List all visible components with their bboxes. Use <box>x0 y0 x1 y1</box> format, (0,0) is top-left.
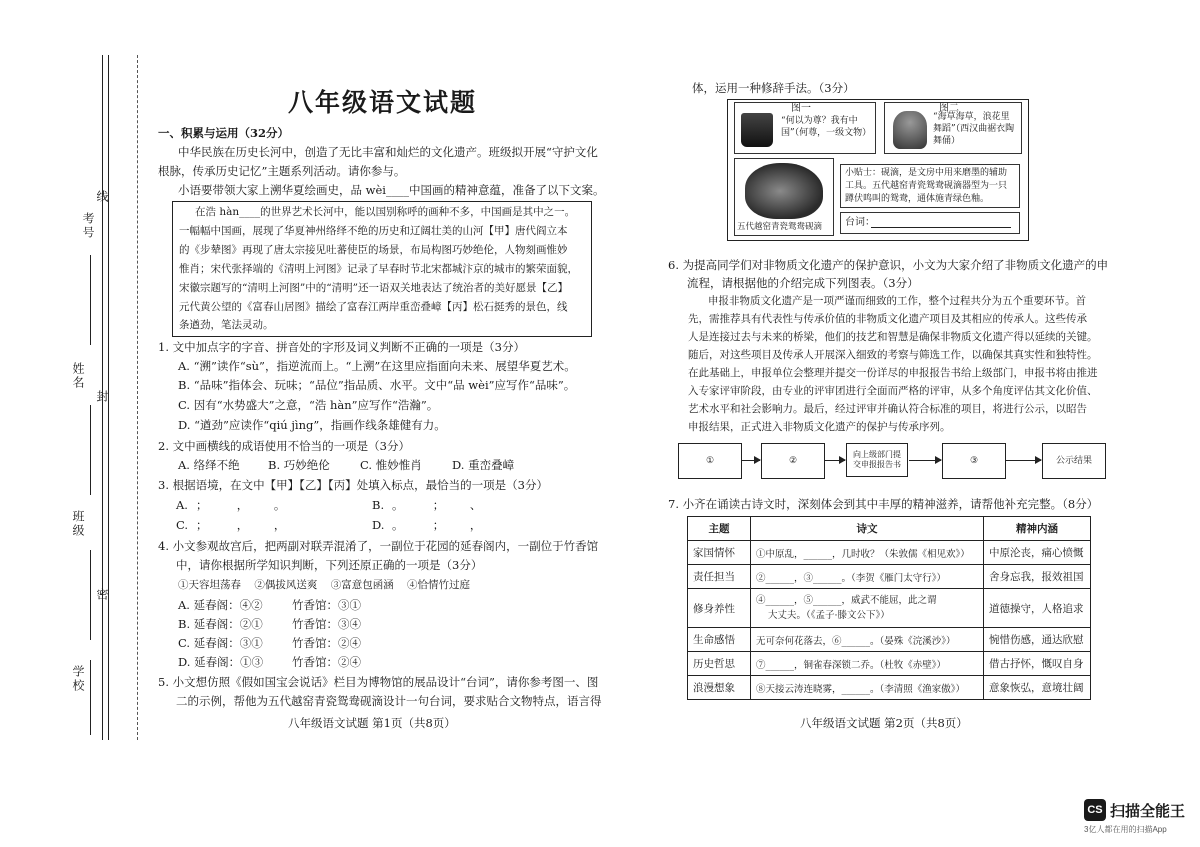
q6-stem-2: 流程，请根据他的介绍完成下列图表。（3分） <box>687 276 919 290</box>
page2-footer: 八年级语文试题 第2页（共8页） <box>800 716 968 730</box>
box-line: 元代黄公望的《富春山居图》描绘了富春江两岸重峦叠嶂【丙】松石挺秀的景色，线 <box>179 301 568 313</box>
q7-stem: 7. 小齐在诵读古诗文时，深刻体会到其中丰厚的精神滋养，请帮他补充完整。（8分） <box>668 497 1099 511</box>
q3-option-key: A. <box>176 498 188 512</box>
table-row <box>688 628 1091 652</box>
margin-xuexiao: 学校 <box>71 665 85 693</box>
q5-stem-1: 5. 小文想仿照《假如国宝会说话》栏目为博物馆的展品设计“台词”，请你参考图一、图 <box>158 675 599 689</box>
box-line: 的《步辇图》再现了唐太宗接见吐蕃使臣的场景，布局构图巧妙绝伦，人物刻画惟妙 <box>179 244 568 256</box>
q6-passage-line: 申报非物质文化遗产是一项严谨而细致的工作，整个过程共分为五个重要环节。首 <box>708 295 1086 307</box>
page-title: 八年级语文试题 <box>288 88 478 117</box>
q5-continued: 体，运用一种修辞手法。（3分） <box>692 81 855 95</box>
row-theme: 生命感悟 <box>688 628 751 652</box>
q5-stem-2: 二的示例，帮他为五代越窑青瓷鸳鸯砚滴设计一句台词，要求贴合文物特点，语言得 <box>176 694 602 708</box>
q6-passage-line: 随后，对这些项目及传承人开展深入细致的考察与筛选工作，以确保其真实性和独特性。 <box>688 349 1098 361</box>
q4-option-d: D. 延春阁：①③ <box>178 655 264 669</box>
q4-stem-2: 中，请你根据所学知识判断，下列还原正确的一项是（3分） <box>176 558 483 572</box>
banji-blank <box>90 550 91 640</box>
xuexiao-blank <box>90 660 91 735</box>
kaohao-blank <box>90 255 91 345</box>
table-row <box>688 652 1091 676</box>
q1-option-c: C. 因有“水势盛大”之意，“浩 hàn”应写作“浩瀚”。 <box>178 398 439 412</box>
q2-option: B. 巧妙绝伦 <box>268 458 330 472</box>
flow-arrow <box>909 460 941 461</box>
flow-step-5: 公示结果 <box>1042 443 1106 479</box>
section-heading: 一、积累与运用（32分） <box>158 126 290 140</box>
q6-passage-line: 申报结果，正式进入非物质文化遗产的保护与传承序列。 <box>688 421 951 433</box>
margin-feng: 封 <box>95 390 109 404</box>
box-line: 宋徽宗题写的“清明上河图”中的“清明”还一语双关地表达了统治者的美好愿景【乙】 <box>179 282 568 294</box>
q4-option-c-val: 竹香馆：②④ <box>292 636 361 650</box>
taici-label: 台词： <box>845 217 875 228</box>
figure-panel <box>727 99 1029 241</box>
q3-option-val: ； ， ， <box>196 518 286 532</box>
q2-option: D. 重峦叠嶂 <box>452 458 515 472</box>
q1-option-a: A. “溯”读作“sù”，指逆流而上。“上溯”在这里应指面向未来、展望华夏艺术。 <box>178 359 576 373</box>
table-header-row <box>688 517 1091 541</box>
he-zun-image <box>741 113 773 147</box>
q4-option-b-val: 竹香馆：③④ <box>292 617 361 631</box>
table-row <box>688 676 1091 700</box>
q1-option-d: D. “遒劲”应读作“qiú jìng”，指画作线条雄健有力。 <box>178 418 446 432</box>
poetry-table <box>687 516 1091 700</box>
page1-footer: 八年级语文试题 第1页（共8页） <box>288 716 456 730</box>
row-theme: 修身养性 <box>688 589 751 628</box>
table-row <box>688 565 1091 589</box>
q4-option-d-val: 竹香馆：②④ <box>292 655 361 669</box>
figure-1 <box>734 102 876 154</box>
scanner-logo-icon: CS <box>1084 799 1106 821</box>
margin-xingming: 姓名 <box>71 362 85 390</box>
row-meaning: 意象恢弘，意境壮阔 <box>984 676 1091 700</box>
box-line: 惟肖；宋代张择端的《清明上河图》记录了早春时节北宋都城汴京的城市的繁荣面貌， <box>179 263 578 275</box>
row-poem[interactable]: 无可奈何花落去，⑥______。（晏殊《浣溪沙》） <box>751 628 984 652</box>
row-meaning: 惋惜伤感，通达欣慰 <box>984 628 1091 652</box>
q4-option-a: A. 延春阁：④② <box>178 598 263 612</box>
table-row <box>688 541 1091 565</box>
table-header: 诗文 <box>751 517 984 541</box>
intro-line-2: 根脉，传承历史记忆”主题系列活动。请你参与。 <box>158 164 406 178</box>
figure-1-label: 图一 <box>791 103 811 114</box>
q1-option-b: B. “品味”指体会、玩味；“品位”指品质、水平。文中“品 wèi”应写作“品味”。 <box>178 378 576 392</box>
flow-step-3: 向上级部门提交申报报告书 <box>846 443 908 477</box>
figure-3 <box>734 158 834 236</box>
table-header: 主题 <box>688 517 751 541</box>
q6-passage-line: 入专家评审阶段，由专业的评审团进行全面而严格的评审，从多个角度评估其文化价值、 <box>688 385 1098 397</box>
margin-banji: 班级 <box>71 510 85 538</box>
margin-xian: 线 <box>95 190 109 204</box>
q4-option-a-val: 竹香馆：③① <box>292 598 361 612</box>
box-line: 一幅幅中国画，展现了华夏神州络绎不绝的历史和辽阔壮美的山河【甲】唐代阎立本 <box>179 225 568 237</box>
row-meaning: 中原沦丧，痛心愤慨 <box>984 541 1091 565</box>
scanner-app-name: 扫描全能王 <box>1110 803 1186 820</box>
row-poem[interactable]: ⑧天接云涛连晓雾，______。（李清照《渔家傲》） <box>751 676 984 700</box>
q3-option-key: C. <box>176 518 189 532</box>
q1-stem: 1. 文中加点字的字音、拼音处的字形及词义判断不正确的一项是（3分） <box>158 340 525 354</box>
row-poem[interactable]: ①中原乱，______，几时收？（朱敦儒《相见欢》） <box>751 541 984 565</box>
q6-stem-1: 6. 为提高同学们对非物质文化遗产的保护意识，小文为大家介绍了非物质文化遗产的申 <box>668 258 1109 272</box>
q4-couplets: ①天容坦荡春 ②偶拔风送爽 ③富意包函涵 ④恰情竹过庭 <box>178 579 471 591</box>
q3-option-key: D. <box>372 518 385 532</box>
row-theme: 责任担当 <box>688 565 751 589</box>
figure-3-caption: 五代越窑青瓷鸳鸯砚滴 <box>737 222 823 232</box>
xingming-blank <box>90 405 91 495</box>
dancer-figurine-image <box>893 111 927 149</box>
row-theme: 历史哲思 <box>688 652 751 676</box>
taici-box <box>840 212 1020 234</box>
row-poem[interactable]: ②______，③______。（李贺《雁门太守行》） <box>751 565 984 589</box>
figure-1-text: “何以为尊？我有中国”（何尊，一级文物） <box>781 116 872 138</box>
q3-option-val: 。 ； ， <box>392 518 482 532</box>
intro-line-3: 小语要带领大家上溯华夏绘画史，品 wèi____中国画的精神意蕴，准备了以下文案。 <box>178 183 605 197</box>
scanner-tagline: 3亿人都在用的扫描App <box>1084 825 1167 834</box>
row-meaning: 舍身忘我，报效祖国 <box>984 565 1091 589</box>
row-poem-line: 大丈夫。（《孟子·滕文公下》） <box>768 610 890 621</box>
figure-2-label: 图二 <box>939 103 959 114</box>
q6-passage-line: 艺术水平和社会影响力。最后，经过评审并确认符合标准的项目，将进行公示，以昭告 <box>688 403 1087 415</box>
q4-stem-1: 4. 小文参观故宫后，把两副对联弄混淆了，一副位于花园的延春阁内，一副位于竹香馆 <box>158 539 599 553</box>
row-theme: 家国情怀 <box>688 541 751 565</box>
flow-step-2[interactable]: ② <box>761 443 825 479</box>
flow-arrow <box>824 460 845 461</box>
tip-box: 小贴士：砚滴，是文房中用来磨墨的辅助工具。五代越窑青瓷鸳鸯砚滴器型为一只蹲伏鸣叫的鸳鸯，通体施青绿色釉。 <box>840 164 1020 208</box>
q3-stem: 3. 根据语境，在文中【甲】【乙】【丙】处填入标点，最恰当的一项是（3分） <box>158 478 548 492</box>
flow-step-4[interactable]: ③ <box>942 443 1006 479</box>
passage-box <box>172 201 592 337</box>
figure-2-text: “海草海草，浪花里舞蹈”（西汉曲裾衣陶舞俑） <box>933 112 1015 146</box>
table-header: 精神内涵 <box>984 517 1091 541</box>
row-poem[interactable]: ⑦______，铜雀春深锁二乔。（杜牧《赤壁》） <box>751 652 984 676</box>
q2-stem: 2. 文中画横线的成语使用不恰当的一项是（3分） <box>158 439 410 453</box>
margin-kaohao: 考号 <box>81 212 95 240</box>
table-row <box>688 589 1091 628</box>
flow-arrow <box>741 460 760 461</box>
box-line: 在浩 hàn____的世界艺术长河中，能以国别称呼的画种不多，中国画是其中之一。 <box>195 206 576 218</box>
q6-passage-line: 在此基础上，申报单位会整理并提交一份详尽的申报报告书给上级部门，申报书将由推进 <box>688 367 1098 379</box>
q4-option-b: B. 延春阁：②① <box>178 617 263 631</box>
row-poem[interactable] <box>751 589 984 628</box>
q2-option: C. 惟妙惟肖 <box>360 458 422 472</box>
q3-option-key: B. <box>372 498 385 512</box>
q4-option-c: C. 延春阁：③① <box>178 636 263 650</box>
row-poem-line: ④______，⑤______，威武不能屈，此之谓 <box>756 595 937 606</box>
row-meaning: 道德操守，人格追求 <box>984 589 1091 628</box>
q3-option-val: ； ， 。 <box>196 498 286 512</box>
flow-arrow <box>1005 460 1041 461</box>
intro-line-1: 中华民族在历史长河中，创造了无比丰富和灿烂的文化遗产。班级拟开展“守护文化 <box>178 145 598 159</box>
q3-option-val: 。 ； 、 <box>392 498 482 512</box>
mandarin-duck-inkwell-image <box>745 163 823 219</box>
figure-2 <box>884 102 1022 154</box>
row-theme: 浪漫想象 <box>688 676 751 700</box>
q6-passage-line: 人是连接过去与未来的桥梁，他们的技艺和智慧是确保非物质文化遗产得以延续的关键。 <box>688 331 1098 343</box>
row-meaning: 借古抒怀，慨叹自身 <box>984 652 1091 676</box>
flow-step-1[interactable]: ① <box>678 443 742 479</box>
margin-mi: 密 <box>95 588 109 602</box>
q6-passage-line: 先，需推荐具有代表性与传承价值的非物质文化遗产项目及其相应的传承人。这些传承 <box>688 313 1087 325</box>
taici-answer-line[interactable] <box>871 227 1011 228</box>
cut-line <box>137 55 138 740</box>
box-line: 条遒劲，笔法灵动。 <box>179 319 274 331</box>
q2-option: A. 络绎不绝 <box>178 458 240 472</box>
